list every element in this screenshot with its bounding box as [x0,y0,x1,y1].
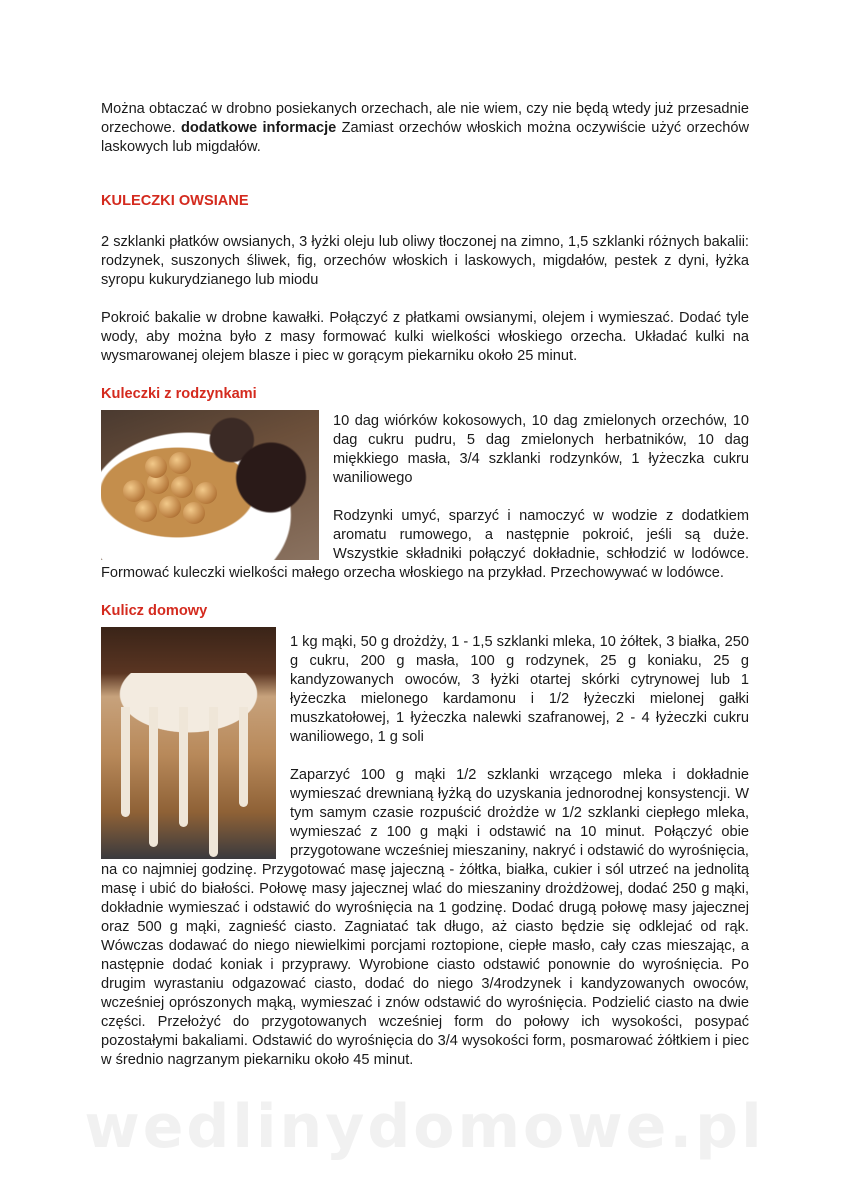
kulicz-method: Zaparzyć 100 g mąki 1/2 szklanki wrzącego mleka i dokładnie wymieszać drewnianą łyżką do uzyskania jednorodnej konsystencji. W tym samym czasie rozpuścić drożdże w 1/2 szklanki ciepłego mleka, wymieszać z 100 g mąki i odstawić na 10 minut. Połączyć obie przygotowane wcześniej mieszaniny, nakryć i odstawić do wyrośnięcia, na co najmniej godzinę. Przygotować masę jajeczną - żółtka, białka, cukier i sól utrzeć na jednolitą masę i ubić do białości. Połowę masy jajecznej wlać do mieszaniny drożdżowej, dodać 250 g mąki, dokładnie wymieszać i odstawić do wyrośnięcia na 1 godzinę. Dodać drugą połowę masy jajecznej oraz 500 g mąki, zagnieść ciasto. Zagniatać tak długo, aż ciasto będzie się odklejać od rąk. Wówczas dodawać do niego niewielkimi porcjami roztopione, ciepłe masło, cały czas mieszając, a następnie dodać koniak i przyprawy. Wyrobione ciasto odstawić ponownie do wyrośnięcia. Po drugim wyrastaniu odgazować ciasto, dodać do niego 3/4rodzynek i kandyzowanych owoców, wcześniej oprószonych mąką, wymieszać i znów odstawić do wyrośnięcia. Podzielić ciasto na dwie części. Przełożyć do przygotowanych wcześniej form do połowy ich wysokości, posypać pozostałymi bakaliami. Odstawić do wyrośnięcia do 3/4 wysokości form, posmarować żółtkiem i piec w średnio nagrzanym piekarniku około 45 minut. [101,767,749,1068]
heading-kuleczki-owsiane: KULECZKI OWSIANE [101,193,249,209]
owsiane-ingredients: 2 szklanki płatków owsianych, 3 łyżki oleju lub oliwy tłoczonej na zimno, 1,5 szklanki różnych bakalii: rodzynek, suszonych śliwek, fig, orzechów włoskich i laskowych, migdałów, pestek z dyni, łyżka syropu kukurydzianego lub miodu [101,234,749,288]
heading-kulicz: Kulicz domowy [101,603,208,619]
kulicz-ingredients: 1 kg mąki, 50 g drożdży, 1 - 1,5 szklanki mleka, 10 żółtek, 3 białka, 250 g cukru, 200 g masła, 100 g rodzynek, 25 g koniaku, 25 g kandyzowanych owoców, 3 łyżki otartej skórki cytrynowej lub 1 łyżeczka mielonego kardamonu i 1/2 łyżeczki mielonej gałki muszkatołowej, 1 łyżeczka nalewki szafranowej, 2 - 4 łyżeczki cukru waniliowego, 1 g soli [290,634,749,745]
intro-paragraph: Można obtaczać w drobno posiekanych orzechach, ale nie wiem, czy nie będą wtedy już przesadnie orzechowe. dodatkowe informacje Zamiast orzechów włoskich można oczywiście użyć orzechów laskowych lub migdałów. [101,101,749,155]
heading-kuleczki-rodzynki: Kuleczki z rodzynkami [101,386,257,402]
owsiane-method: Pokroić bakalie w drobne kawałki. Połączyć z płatkami owsianymi, olejem i wymieszać. Dodać tyle wody, aby można było z masy formować kulki wielkości włoskiego orzecha. Układać kulki na wysmarowanej olejem blasze i piec w gorącym piekarniku około 25 minut. [101,310,749,364]
rodzynki-method: Rodzynki umyć, sparzyć i namoczyć w wodzie z dodatkiem aromatu rumowego, a następnie pokroić, jeśli są duże. Wszystkie składniki połączyć dokładnie, schłodzić w lodówce. Formować kuleczki wielkości małego orzecha włoskiego na przykład. Przechowywać w lodówce. [101,508,749,581]
document-page [101,100,749,1070]
cookie-balls-photo [101,410,319,560]
site-watermark: wedlinydomowe.pl [84,1092,765,1162]
intro-bold-label: dodatkowe informacje [180,120,337,136]
kulicz-cake-photo [101,627,276,859]
rodzynki-ingredients: 10 dag wiórków kokosowych, 10 dag zmielonych orzechów, 10 dag cukru pudru, 5 dag zmielonych herbatników, 10 dag miękkiego masła, 3/4 szklanki rodzynków, 1 łyżeczka cukru waniliowego [333,413,749,486]
